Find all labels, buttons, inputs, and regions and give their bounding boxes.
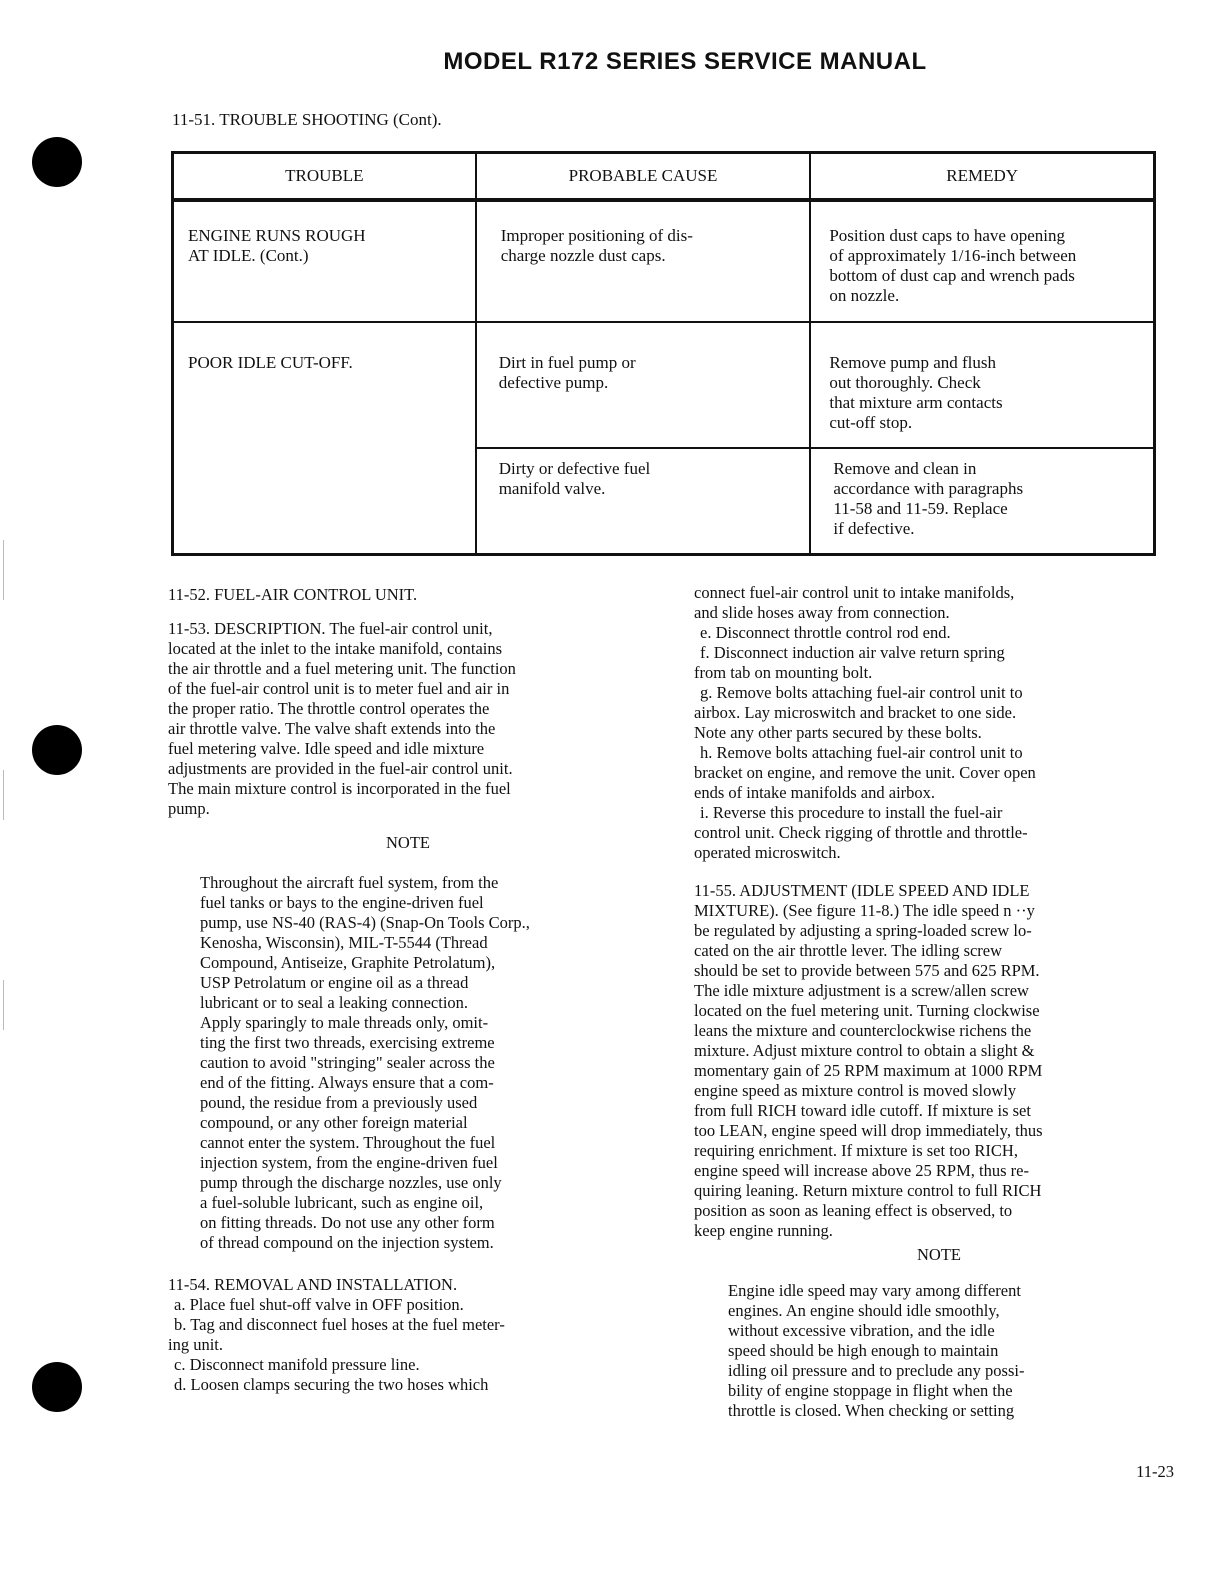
list-item: b. Tag and disconnect fuel hoses at the fuel meter- bbox=[174, 1315, 505, 1334]
trouble-cell: POOR IDLE CUT-OFF. bbox=[173, 322, 476, 555]
list-item: d. Loosen clamps securing the two hoses which bbox=[174, 1375, 489, 1394]
remedy-cell: Remove and clean in accordance with paragraphs 11-58 and 11-59. Replace if defective. bbox=[810, 448, 1154, 555]
page-title: MODEL R172 SERIES SERVICE MANUAL bbox=[443, 48, 927, 75]
binder-hole-top bbox=[32, 137, 82, 187]
margin-scan-mark bbox=[3, 540, 4, 600]
margin-scan-mark bbox=[3, 770, 4, 820]
page-number: 11-23 bbox=[1136, 1462, 1174, 1481]
remedy-cell: Remove pump and flush out thoroughly. Check that mixture arm contacts cut-off stop. bbox=[810, 322, 1154, 448]
list-item: c. Disconnect manifold pressure line. bbox=[174, 1355, 420, 1374]
cause-cell: Improper positioning of dis- charge nozzle dust caps. bbox=[476, 200, 811, 322]
section-heading-11-51: 11-51. TROUBLE SHOOTING (Cont). bbox=[172, 110, 442, 129]
trouble-cell: ENGINE RUNS ROUGH AT IDLE. (Cont.) bbox=[173, 200, 476, 322]
column-header-remedy: REMEDY bbox=[810, 153, 1154, 201]
right-text-column bbox=[694, 583, 1184, 1421]
paragraph-11-53: 11-53. DESCRIPTION. The fuel-air control unit, located at the inlet to the intake manifold, contains the air throttle and a fuel metering unit. The function of the fuel-air control unit is to meter fuel and air in the proper ratio. The throttle control operates the air throttle valve. The valve shaft extends into the fuel metering valve. Idle speed and idle mixture adjustments are provided in the fuel-air control unit. The main mixture control is incorporated in the fuel pump. bbox=[168, 619, 516, 818]
paragraph-11-55: 11-55. ADJUSTMENT (IDLE SPEED AND IDLE MIXTURE). (See figure 11-8.) The idle speed n ··y be regulated by adjusting a spring-loaded screw lo- cated on the air throttle lever. The idling screw should be set to provide between 575 and 625 RPM. The idle mixture adjustment is a screw/allen screw located on the fuel metering unit. Turning clockwise leans the mixture and counterclockwise richens the mixture. Adjust mixture control to obtain a slight & momentary gain of 25 RPM maximum at 1000 RPM engine speed as mixture control is moved slowly from full RICH toward idle cutoff. If mixture is set too LEAN, engine speed will drop immediately, thus requiring enrichment. If mixture is set too RICH, engine speed will increase above 25 RPM, thus re- quiring leaning. Return mixture control to full RICH position as soon as leaning effect is observed, to keep engine running. bbox=[694, 881, 1043, 1240]
table-row bbox=[173, 200, 1155, 322]
column-header-probable-cause: PROBABLE CAUSE bbox=[476, 153, 811, 201]
removal-steps-continued: connect fuel-air control unit to intake manifolds, and slide hoses away from connection. e. Disconnect throttle control rod end. f. Disconnect induction air valve return spring from tab on mounting bolt. g. Remove bolts attaching fuel-air control unit to airbox. Lay microswitch and bracket to one side. Note any other parts secured by these bolts. h. Remove bolts attaching fuel-air control unit to bracket on engine, and remove the unit. Cover open ends of intake manifolds and airbox. i. Reverse this procedure to install the fuel-air control unit. Check rigging of throttle and throttle- operated microswitch. bbox=[694, 583, 1036, 862]
remedy-cell: Position dust caps to have opening of approximately 1/16-inch between bottom of dust cap and wrench pads on nozzle. bbox=[810, 200, 1154, 322]
section-heading-11-52: 11-52. FUEL-AIR CONTROL UNIT. bbox=[168, 585, 418, 604]
note-body: Throughout the aircraft fuel system, from the fuel tanks or bays to the engine-driven fuel pump, use NS-40 (RAS-4) (Snap-On Tools Corp., Kenosha, Wisconsin), MIL-T-5544 (Thread Compound, Antiseize, Graphite Petrolatum), USP Petrolatum or engine oil as a thread lubricant or to seal a leaking connection. Apply sparingly to male threads only, omit- ting the first two threads, exercising extreme caution to avoid "stringing" sealer across the end of the fitting. Always ensure that a com- pound, the residue from a previously used compound, or any other foreign material cannot enter the system. Throughout the fuel injection system, from the engine-driven fuel pump through the discharge nozzles, use only a fuel-soluble lubricant, such as engine oil, on fitting threads. Do not use any other form of thread compound on the injection system. bbox=[200, 873, 530, 1252]
table-row bbox=[173, 322, 1155, 448]
removal-steps-list bbox=[168, 1295, 648, 1395]
note-body: Engine idle speed may vary among different engines. An engine should idle smoothly, without excessive vibration, and the idle speed should be high enough to maintain idling oil pressure and to preclude any possi- bility of engine stoppage in flight when the throttle is closed. When checking or setting bbox=[728, 1281, 1025, 1420]
binder-hole-middle bbox=[32, 725, 82, 775]
section-heading-11-54: 11-54. REMOVAL AND INSTALLATION. bbox=[168, 1275, 458, 1294]
table-header-row bbox=[173, 153, 1155, 201]
binder-hole-bottom bbox=[32, 1362, 82, 1412]
cause-cell: Dirt in fuel pump or defective pump. bbox=[476, 322, 811, 448]
note-heading: NOTE bbox=[386, 833, 430, 852]
list-item: ing unit. bbox=[168, 1335, 224, 1354]
note-heading: NOTE bbox=[917, 1245, 961, 1264]
troubleshooting-table bbox=[171, 151, 1156, 556]
column-header-trouble: TROUBLE bbox=[173, 153, 476, 201]
margin-scan-mark bbox=[3, 980, 4, 1030]
list-item: a. Place fuel shut-off valve in OFF position. bbox=[174, 1295, 464, 1314]
cause-cell: Dirty or defective fuel manifold valve. bbox=[476, 448, 811, 555]
left-text-column bbox=[168, 585, 648, 1395]
